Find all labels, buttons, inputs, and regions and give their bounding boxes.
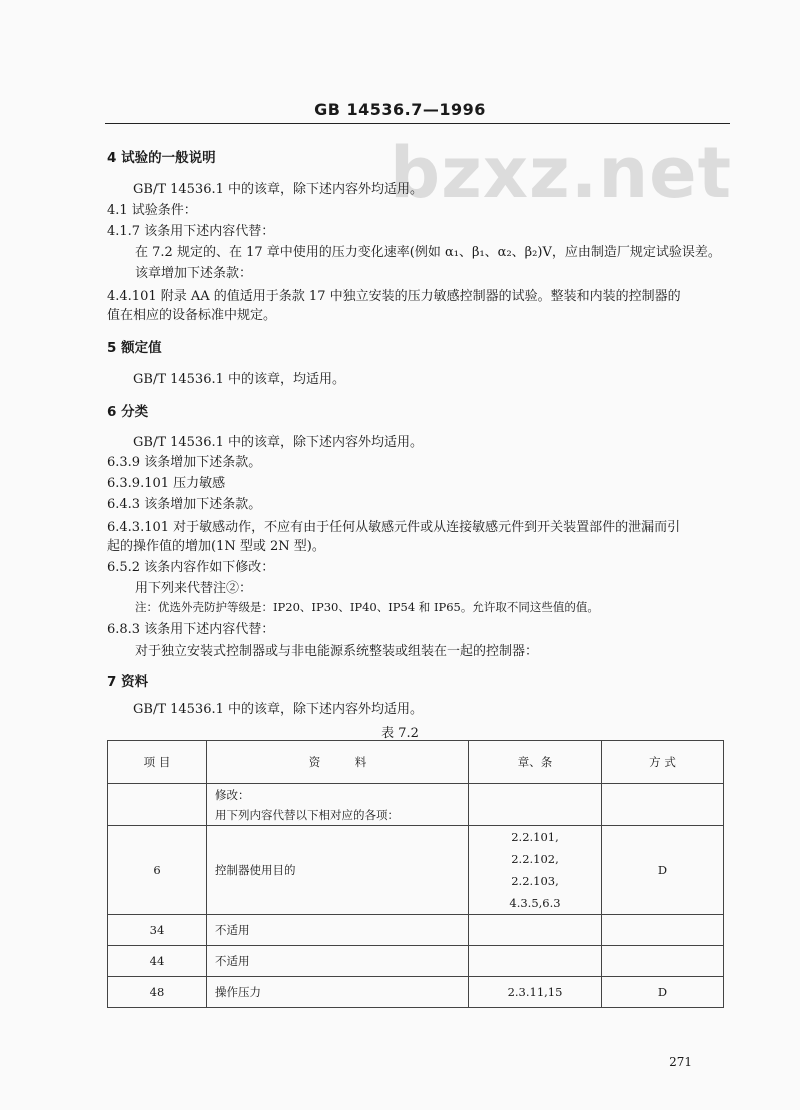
info-table: [107, 740, 724, 1008]
cell-clause: [469, 826, 602, 915]
cell-method: D: [602, 977, 724, 1008]
header-information: 资 料: [207, 741, 469, 784]
clause-4-1-7-body: 在 7.2 规定的、在 17 章中使用的压力变化速率(例如 α₁、β₁、α₂、β₂)V，应由制造厂规定试验误差。: [135, 245, 721, 260]
cell-item: 6: [108, 826, 207, 915]
section-5-body: GB/T 14536.1 中的该章，均适用。: [133, 372, 346, 387]
clause-4-1: 4.1 试验条件：: [107, 203, 197, 218]
clause-6-8-3-body: 对于独立安装式控制器或与非电能源系统整装或组装在一起的控制器：: [135, 644, 539, 659]
cell-method: [602, 915, 724, 946]
header-clause: 章、条: [469, 741, 602, 784]
cell-information: [207, 784, 469, 826]
table-row: [108, 826, 724, 915]
header-rule: [105, 123, 730, 124]
clause-4-1-7: 4.1.7 该条用下述内容代替：: [107, 224, 275, 239]
clause-6-3-9: 6.3.9 该条增加下述条款。: [107, 455, 262, 470]
table-caption: 表 7.2: [381, 726, 419, 741]
table-row: [108, 784, 724, 826]
modify-line: 用下列内容代替以下相对应的各项：: [215, 807, 399, 822]
header-item: 项 目: [108, 741, 207, 784]
cell-information: 不适用: [207, 915, 469, 946]
clause-6-5-2: 6.5.2 该条内容作如下修改：: [107, 560, 275, 575]
cell-clause: [469, 946, 602, 977]
clause-ref: 2.2.103,: [511, 874, 559, 888]
clause-ref: 2.2.101,: [511, 830, 559, 844]
clause-ref: 2.2.102,: [511, 852, 559, 866]
header-method: 方 式: [602, 741, 724, 784]
clause-6-5-2-body: 用下列来代替注②：: [135, 581, 253, 596]
section-6-intro: GB/T 14536.1 中的该章，除下述内容外均适用。: [133, 435, 424, 450]
table-header-row: [108, 741, 724, 784]
clause-6-4-3-101-line1: 6.4.3.101 对于敏感动作，不应有由于任何从敏感元件或从连接敏感元件到开关装置部件的泄漏而引: [107, 520, 681, 535]
page-number: 271: [669, 1055, 692, 1069]
cell-information: 不适用: [207, 946, 469, 977]
document-header-title: GB 14536.7—1996: [314, 100, 486, 119]
cell-item: 34: [108, 915, 207, 946]
section-4-heading: 4 试验的一般说明: [107, 150, 216, 166]
watermark: bzxz.net: [390, 132, 733, 214]
cell-clause: [469, 915, 602, 946]
cell-clause: 2.3.11,15: [469, 977, 602, 1008]
section-4-intro: GB/T 14536.1 中的该章，除下述内容外均适用。: [133, 182, 424, 197]
table-row: [108, 977, 724, 1008]
clause-6-8-3: 6.8.3 该条用下述内容代替：: [107, 622, 275, 637]
cell-information: 控制器使用目的: [207, 826, 469, 915]
clause-6-4-3-101-line2: 起的操作值的增加(1N 型或 2N 型)。: [107, 539, 325, 554]
clause-ref: 4.3.5,6.3: [509, 896, 561, 910]
clause-6-4-3: 6.4.3 该条增加下述条款。: [107, 497, 262, 512]
table-row: [108, 946, 724, 977]
clause-6-5-2-note: 注：优选外壳防护等级是：IP20、IP30、IP40、IP54 和 IP65。允许取不同这些值的值。: [135, 600, 599, 614]
modify-line: 修改：: [215, 787, 250, 802]
section-7-heading: 7 资料: [107, 674, 149, 690]
cell-item: 48: [108, 977, 207, 1008]
cell-method: [602, 946, 724, 977]
clause-4-4-101-line2: 值在相应的设备标准中规定。: [107, 308, 277, 323]
section-6-heading: 6 分类: [107, 404, 149, 420]
cell-method: [602, 784, 724, 826]
clause-4-1-7-add: 该章增加下述条款：: [135, 266, 253, 281]
section-7-intro: GB/T 14536.1 中的该章，除下述内容外均适用。: [133, 702, 424, 717]
cell-information: 操作压力: [207, 977, 469, 1008]
cell-item: [108, 784, 207, 826]
cell-method: D: [602, 826, 724, 915]
table-row: [108, 915, 724, 946]
clause-4-4-101-line1: 4.4.101 附录 AA 的值适用于条款 17 中独立安装的压力敏感控制器的试验。整装和内装的控制器的: [107, 289, 681, 304]
cell-clause: [469, 784, 602, 826]
clause-6-3-9-101: 6.3.9.101 压力敏感: [107, 476, 226, 491]
section-5-heading: 5 额定值: [107, 340, 162, 356]
cell-item: 44: [108, 946, 207, 977]
